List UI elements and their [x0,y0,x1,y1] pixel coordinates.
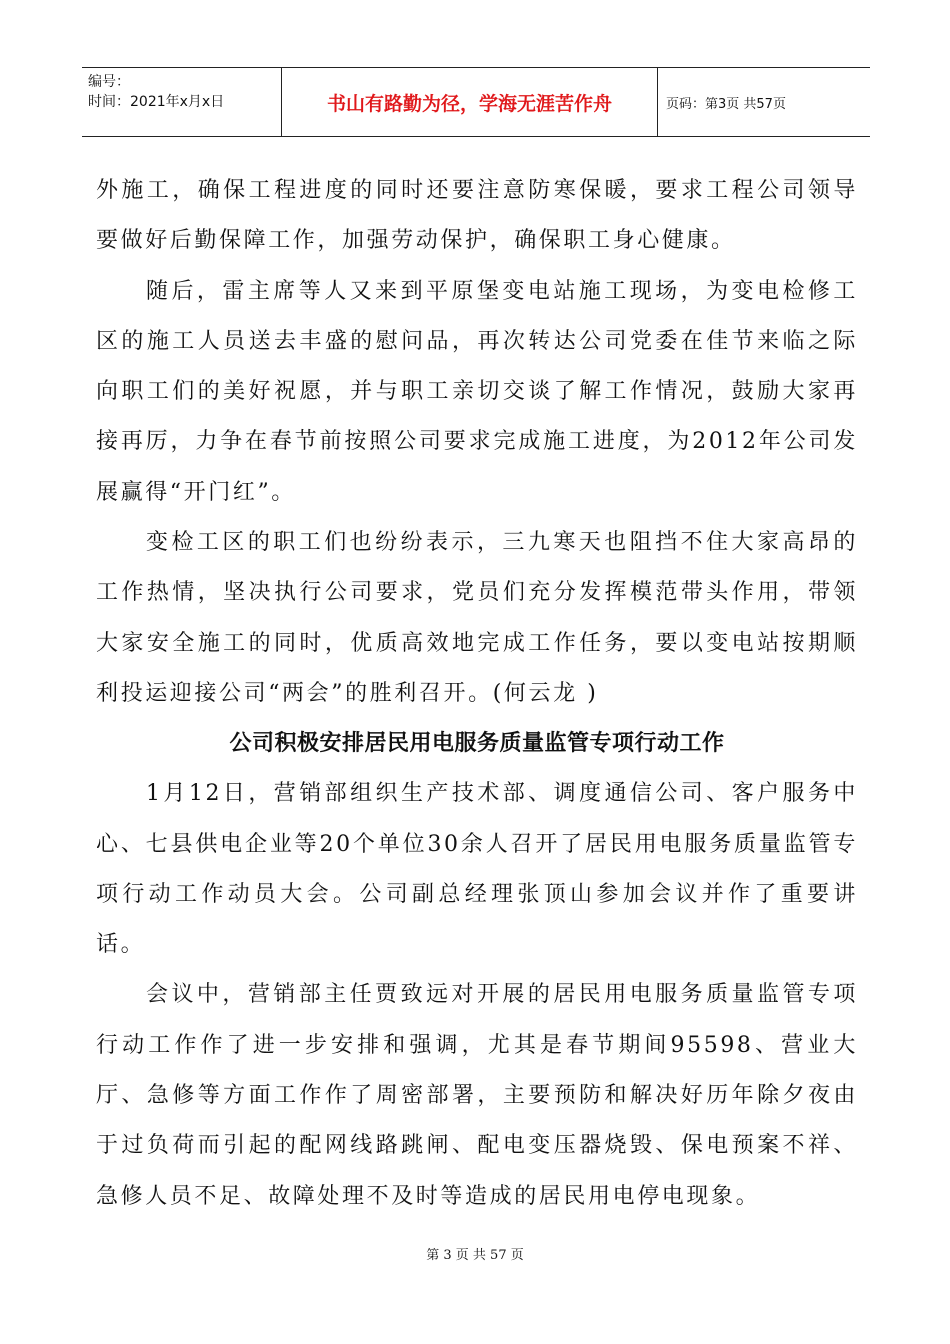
paragraph: 会议中，营销部主任贾致远对开展的居民用电服务质量监管专项行动工作作了进一步安排和强调，尤其是春节期间95598、营业大厅、急修等方面工作作了周密部署，主要预防和解决好历年除夕夜由于过负荷而引起的配网线路跳闸、配电变压器烧毁、保电预案不祥、急修人员不足、故障处理不及时等造成的居民用电停电现象。 [96,982,858,1209]
document-body [96,166,858,1222]
page-footer: 第 3 页 共 57 页 [426,1248,524,1263]
paragraph: 随后，雷主席等人又来到平原堡变电站施工现场，为变电检修工区的施工人员送去丰盛的慰问品，再次转达公司党委在佳节来临之际向职工们的美好祝愿，并与职工亲切交谈了解工作情况，鼓励大家再接再厉，力争在春节前按照公司要求完成施工进度，为2012年公司发展赢得“开门红”。 [96,278,858,505]
paragraph: 变检工区的职工们也纷纷表示，三九寒天也阻挡不住大家高昂的工作热情，坚决执行公司要求，党员们充分发挥模范带头作用，带领大家安全施工的同时，优质高效地完成工作任务，要以变电站按期顺利投运迎接公司“两会”的胜利召开。(何云龙 ) [96,530,858,706]
time-label: 时间：2021年x月x日 [88,94,225,110]
serial-label: 编号： [88,74,130,90]
header-motto: 书山有路勤为径，学海无涯苦作舟 [282,68,658,136]
paragraph: 1月12日，营销部组织生产技术部、调度通信公司、客户服务中心、七县供电企业等20个单位30余人召开了居民用电服务质量监管专项行动工作动员大会。公司副总经理张顶山参加会议并作了重要讲话。 [96,781,858,958]
section-title: 公司积极安排居民用电服务质量监管专项行动工作 [229,731,725,757]
header-meta [82,68,282,136]
page-header [82,67,870,137]
paragraph: 外施工，确保工程进度的同时还要注意防寒保暖，要求工程公司领导要做好后勤保障工作，加强劳动保护，确保职工身心健康。 [96,178,858,254]
header-page-info: 页码：第3页 共57页 [666,96,786,112]
